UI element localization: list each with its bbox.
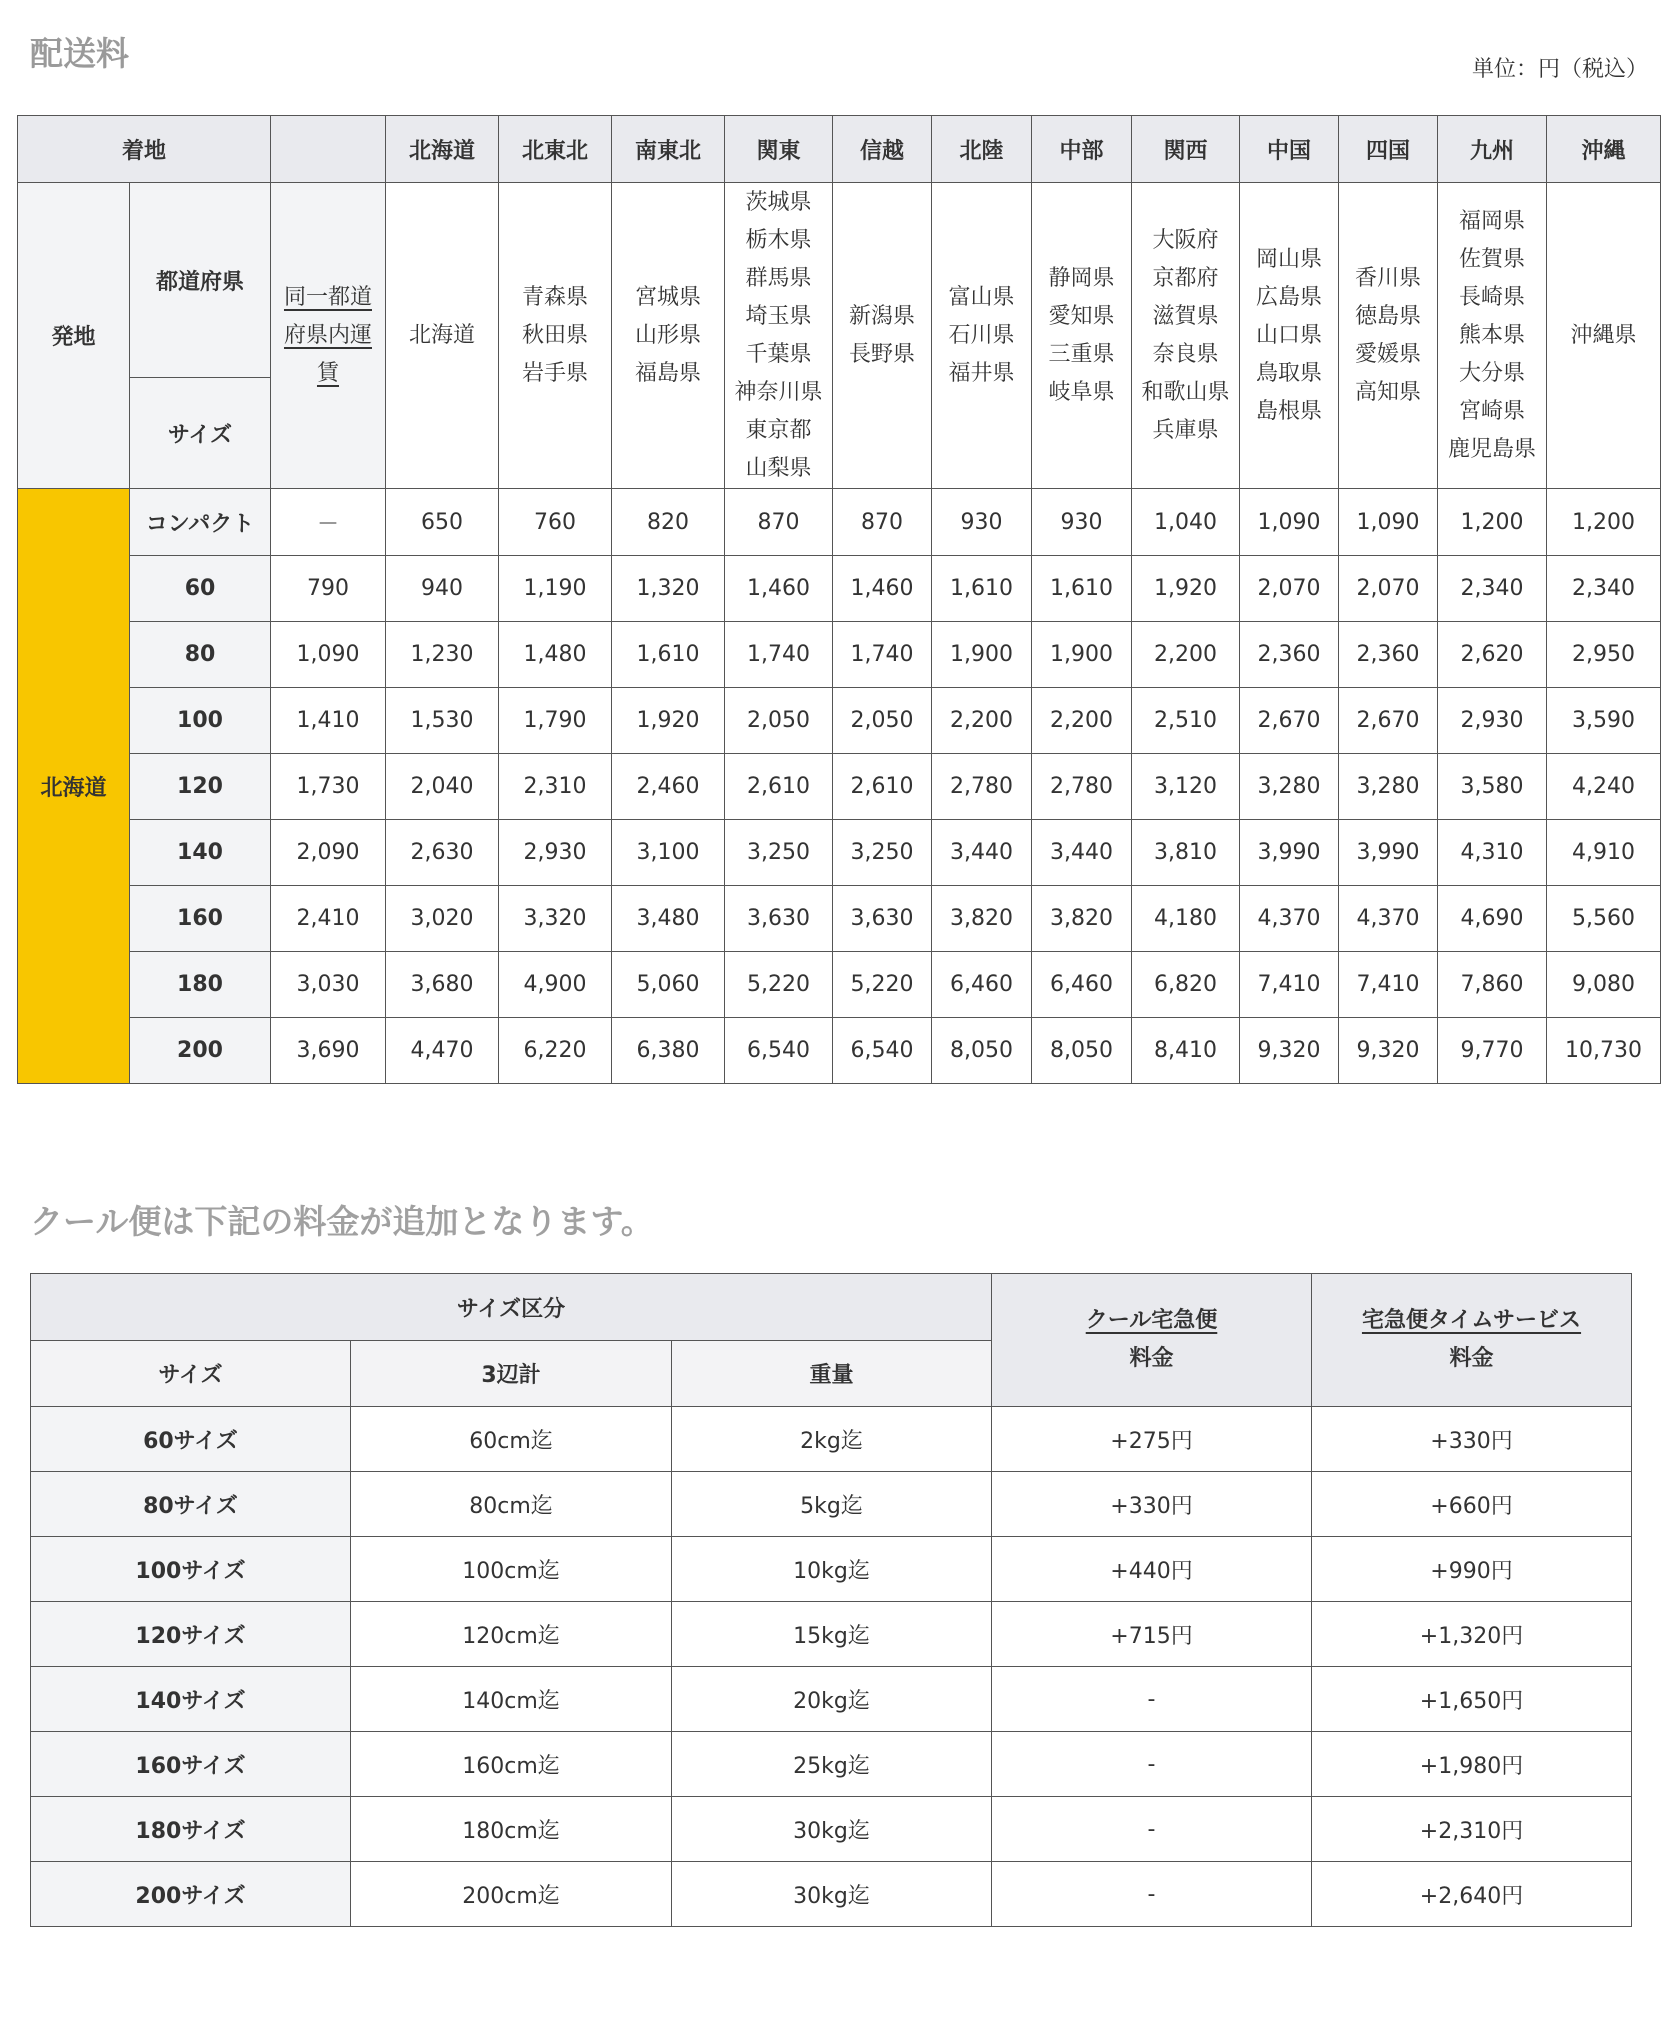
size-group-header: サイズ区分 (31, 1274, 992, 1341)
region-header: 北陸 (932, 116, 1032, 183)
rate-cell: 2,360 (1240, 622, 1339, 688)
rate-cell: 6,460 (932, 952, 1032, 1018)
prefecture-name: 東京都 (745, 417, 812, 443)
size-label: 160 (130, 886, 271, 952)
rate-cell: 4,240 (1547, 754, 1661, 820)
cool-row (31, 1732, 1632, 1797)
rate-cell: 7,410 (1339, 952, 1438, 1018)
cool-size-label: 120サイズ (31, 1602, 351, 1667)
rate-cell: 940 (386, 556, 499, 622)
time-fee-cell: +990円 (1312, 1537, 1632, 1602)
rate-cell: 3,280 (1240, 754, 1339, 820)
same-pref-rate: 2,410 (271, 886, 386, 952)
rate-cell: 9,080 (1547, 952, 1661, 1018)
region-header: 北東北 (499, 116, 612, 183)
cool-dim-cell: 140cm迄 (351, 1667, 672, 1732)
rate-row (18, 622, 1661, 688)
rate-cell: 5,220 (833, 952, 932, 1018)
prefecture-name: 宮城県 (634, 284, 701, 310)
cool-weight-cell: 25kg迄 (672, 1732, 992, 1797)
cool-size-label: 180サイズ (31, 1797, 351, 1862)
prefecture-name: 熊本県 (1458, 322, 1525, 348)
rate-cell: 4,180 (1132, 886, 1240, 952)
time-fee-cell: +330円 (1312, 1407, 1632, 1472)
prefecture-name: 宮崎県 (1458, 398, 1525, 424)
rate-cell: 650 (386, 489, 499, 556)
rate-cell: 1,190 (499, 556, 612, 622)
rate-cell: 1,040 (1132, 489, 1240, 556)
cool-weight-cell: 30kg迄 (672, 1797, 992, 1862)
rate-cell: 2,930 (499, 820, 612, 886)
pref-header: 都道府県 (130, 183, 271, 378)
time-link[interactable]: 宅急便タイムサービス (1361, 1308, 1582, 1333)
rate-cell: 2,930 (1438, 688, 1547, 754)
rate-cell: 3,680 (386, 952, 499, 1018)
region-header: 中国 (1240, 116, 1339, 183)
origin-header: 発地 (18, 183, 130, 489)
rate-cell: 4,910 (1547, 820, 1661, 886)
cool-weight-cell: 2kg迄 (672, 1407, 992, 1472)
same-pref-link[interactable]: 同一都道府県内運賃 (271, 183, 386, 489)
rate-cell: 1,790 (499, 688, 612, 754)
rate-cell: 1,460 (725, 556, 833, 622)
rate-cell: 1,200 (1547, 489, 1661, 556)
same-pref-rate: － (271, 489, 386, 556)
rate-cell: 8,410 (1132, 1018, 1240, 1084)
prefecture-name: 高知県 (1354, 379, 1421, 405)
rate-cell: 5,060 (612, 952, 725, 1018)
cool-weight-cell: 5kg迄 (672, 1472, 992, 1537)
prefecture-name: 埼玉県 (745, 303, 812, 329)
region-prefectures (1132, 183, 1240, 489)
prefecture-name: 三重県 (1048, 341, 1115, 367)
shipping-rate-table (17, 115, 1661, 1084)
rate-cell: 3,320 (499, 886, 612, 952)
rate-cell: 3,100 (612, 820, 725, 886)
region-header: 信越 (833, 116, 932, 183)
rate-cell: 3,990 (1339, 820, 1438, 886)
cool-dim-cell: 180cm迄 (351, 1797, 672, 1862)
region-prefectures (386, 183, 499, 489)
prefecture-name: 沖縄県 (1570, 322, 1637, 348)
rate-cell: 1,320 (612, 556, 725, 622)
cool-dim-cell: 200cm迄 (351, 1862, 672, 1927)
page-title: 配送料 (30, 34, 129, 73)
rate-cell: 1,900 (1032, 622, 1132, 688)
cool-dim-cell: 60cm迄 (351, 1407, 672, 1472)
size-label: 80 (130, 622, 271, 688)
prefecture-name: 山口県 (1255, 322, 1322, 348)
rate-row (18, 489, 1661, 556)
cool-row (31, 1797, 1632, 1862)
cool-size-label: 80サイズ (31, 1472, 351, 1537)
rate-cell: 1,920 (612, 688, 725, 754)
rate-cell: 9,320 (1339, 1018, 1438, 1084)
size-label: 100 (130, 688, 271, 754)
region-prefectures (1339, 183, 1438, 489)
time-fee-cell: +2,640円 (1312, 1862, 1632, 1927)
rate-row (18, 820, 1661, 886)
rate-cell: 3,440 (1032, 820, 1132, 886)
prefecture-name: 福島県 (634, 360, 701, 386)
cool-size-label: 140サイズ (31, 1667, 351, 1732)
prefecture-name: 鹿児島県 (1447, 436, 1536, 462)
region-prefectures (1438, 183, 1547, 489)
same-pref-rate: 2,090 (271, 820, 386, 886)
cool-dim-cell: 160cm迄 (351, 1732, 672, 1797)
size-label: 200 (130, 1018, 271, 1084)
rate-cell: 3,020 (386, 886, 499, 952)
rate-row (18, 688, 1661, 754)
cool-dim-cell: 120cm迄 (351, 1602, 672, 1667)
prefecture-name: 兵庫県 (1152, 417, 1219, 443)
region-prefectures (1032, 183, 1132, 489)
cool-link[interactable]: クール宅急便 (1085, 1308, 1218, 1333)
cool-size-label: 160サイズ (31, 1732, 351, 1797)
rate-cell: 10,730 (1547, 1018, 1661, 1084)
prefecture-name: 滋賀県 (1152, 303, 1219, 329)
rate-cell: 3,250 (725, 820, 833, 886)
same-pref-rate: 790 (271, 556, 386, 622)
rate-cell: 6,380 (612, 1018, 725, 1084)
region-prefectures (612, 183, 725, 489)
cool-row (31, 1537, 1632, 1602)
cool-row (31, 1472, 1632, 1537)
prefecture-name: 和歌山県 (1141, 379, 1230, 405)
prefecture-name: 奈良県 (1152, 341, 1219, 367)
cool-fee-cell: - (992, 1862, 1312, 1927)
prefecture-name: 秋田県 (521, 322, 588, 348)
cool-weight-cell: 30kg迄 (672, 1862, 992, 1927)
rate-cell: 7,410 (1240, 952, 1339, 1018)
size-label: 180 (130, 952, 271, 1018)
rate-cell: 1,740 (725, 622, 833, 688)
region-prefectures (725, 183, 833, 489)
cool-weight-cell: 20kg迄 (672, 1667, 992, 1732)
rate-cell: 4,470 (386, 1018, 499, 1084)
rate-cell: 1,230 (386, 622, 499, 688)
blank-header-cell (271, 116, 386, 183)
rate-row (18, 754, 1661, 820)
time-fee-cell: +660円 (1312, 1472, 1632, 1537)
rate-cell: 3,120 (1132, 754, 1240, 820)
same-pref-rate: 1,090 (271, 622, 386, 688)
region-header: 関西 (1132, 116, 1240, 183)
prefecture-name: 徳島県 (1354, 303, 1421, 329)
rate-cell: 1,920 (1132, 556, 1240, 622)
rate-cell: 1,200 (1438, 489, 1547, 556)
rate-cell: 1,460 (833, 556, 932, 622)
rate-cell: 2,630 (386, 820, 499, 886)
cool-row (31, 1407, 1632, 1472)
cool-fee-cell: +440円 (992, 1537, 1312, 1602)
rate-cell: 820 (612, 489, 725, 556)
size-label: 140 (130, 820, 271, 886)
rate-cell: 3,820 (932, 886, 1032, 952)
rate-row (18, 556, 1661, 622)
prefecture-name: 千葉県 (745, 341, 812, 367)
same-pref-rate: 1,410 (271, 688, 386, 754)
prefecture-name: 栃木県 (745, 227, 812, 253)
prefecture-name: 静岡県 (1048, 265, 1115, 291)
rate-cell: 2,310 (499, 754, 612, 820)
prefecture-name: 長野県 (848, 341, 915, 367)
prefecture-name: 福岡県 (1458, 208, 1525, 234)
rate-cell: 3,250 (833, 820, 932, 886)
prefecture-name: 北海道 (408, 322, 475, 348)
rate-cell: 5,560 (1547, 886, 1661, 952)
rate-cell: 2,950 (1547, 622, 1661, 688)
col-size-header: サイズ (31, 1341, 351, 1407)
prefecture-name: 岐阜県 (1048, 379, 1115, 405)
rate-cell: 870 (833, 489, 932, 556)
rate-cell: 3,590 (1547, 688, 1661, 754)
rate-cell: 9,320 (1240, 1018, 1339, 1084)
rate-cell: 2,040 (386, 754, 499, 820)
rate-cell: 2,670 (1339, 688, 1438, 754)
rate-cell: 7,860 (1438, 952, 1547, 1018)
cool-row (31, 1862, 1632, 1927)
rate-cell: 5,220 (725, 952, 833, 1018)
prefecture-name: 香川県 (1354, 265, 1421, 291)
rate-cell: 760 (499, 489, 612, 556)
region-header: 関東 (725, 116, 833, 183)
rate-row (18, 886, 1661, 952)
rate-row (18, 952, 1661, 1018)
rate-cell: 2,340 (1438, 556, 1547, 622)
rate-cell: 4,310 (1438, 820, 1547, 886)
prefecture-name: 山形県 (634, 322, 701, 348)
prefecture-name: 新潟県 (848, 303, 915, 329)
region-header: 四国 (1339, 116, 1438, 183)
size-label: 120 (130, 754, 271, 820)
rate-cell: 6,540 (833, 1018, 932, 1084)
rate-cell: 930 (932, 489, 1032, 556)
rate-cell: 3,630 (833, 886, 932, 952)
cool-fee-cell: +330円 (992, 1472, 1312, 1537)
origin-region: 北海道 (18, 489, 130, 1084)
prefecture-name: 岡山県 (1255, 246, 1322, 272)
rate-cell: 3,990 (1240, 820, 1339, 886)
prefecture-name: 富山県 (948, 284, 1015, 310)
region-header: 北海道 (386, 116, 499, 183)
prefecture-name: 岩手県 (521, 360, 588, 386)
rate-cell: 3,630 (725, 886, 833, 952)
cool-header (992, 1274, 1312, 1407)
cool-fee-cell: - (992, 1797, 1312, 1862)
rate-cell: 1,900 (932, 622, 1032, 688)
time-sub: 料金 (1449, 1346, 1494, 1371)
rate-cell: 6,460 (1032, 952, 1132, 1018)
region-header: 九州 (1438, 116, 1547, 183)
time-fee-cell: +1,980円 (1312, 1732, 1632, 1797)
prefecture-name: 神奈川県 (734, 379, 823, 405)
cool-dim-cell: 80cm迄 (351, 1472, 672, 1537)
rate-cell: 3,280 (1339, 754, 1438, 820)
rate-cell: 4,370 (1240, 886, 1339, 952)
rate-cell: 2,460 (612, 754, 725, 820)
prefecture-name: 愛媛県 (1354, 341, 1421, 367)
time-fee-cell: +1,650円 (1312, 1667, 1632, 1732)
prefecture-name: 福井県 (948, 360, 1015, 386)
cool-surcharge-table (30, 1273, 1632, 1927)
rate-cell: 2,200 (1132, 622, 1240, 688)
region-prefectures (1547, 183, 1661, 489)
prefecture-name: 広島県 (1255, 284, 1322, 310)
rate-cell: 2,070 (1339, 556, 1438, 622)
region-header: 中部 (1032, 116, 1132, 183)
rate-cell: 1,610 (1032, 556, 1132, 622)
rate-cell: 9,770 (1438, 1018, 1547, 1084)
rate-cell: 2,050 (833, 688, 932, 754)
cool-size-label: 100サイズ (31, 1537, 351, 1602)
rate-cell: 2,510 (1132, 688, 1240, 754)
region-prefectures (932, 183, 1032, 489)
unit-note: 単位：円（税込） (1471, 57, 1648, 82)
rate-cell: 1,090 (1339, 489, 1438, 556)
rate-cell: 3,440 (932, 820, 1032, 886)
cool-row (31, 1667, 1632, 1732)
cool-fee-cell: +715円 (992, 1602, 1312, 1667)
rate-cell: 4,370 (1339, 886, 1438, 952)
prefecture-name: 島根県 (1255, 398, 1322, 424)
cool-dim-cell: 100cm迄 (351, 1537, 672, 1602)
prefecture-name: 茨城県 (745, 189, 812, 215)
prefecture-name: 山梨県 (745, 455, 812, 481)
rate-cell: 1,480 (499, 622, 612, 688)
region-prefectures (499, 183, 612, 489)
rate-cell: 2,070 (1240, 556, 1339, 622)
rate-cell: 2,610 (725, 754, 833, 820)
rate-cell: 3,820 (1032, 886, 1132, 952)
prefecture-name: 京都府 (1152, 265, 1219, 291)
rate-cell: 6,540 (725, 1018, 833, 1084)
prefecture-name: 大分県 (1458, 360, 1525, 386)
rate-cell: 3,810 (1132, 820, 1240, 886)
prefecture-name: 愛知県 (1048, 303, 1115, 329)
prefecture-name: 大阪府 (1152, 227, 1219, 253)
same-pref-rate: 3,030 (271, 952, 386, 1018)
dest-header: 着地 (18, 116, 271, 183)
cool-fee-cell: - (992, 1667, 1312, 1732)
region-prefectures (833, 183, 932, 489)
rate-cell: 2,780 (1032, 754, 1132, 820)
same-pref-rate: 3,690 (271, 1018, 386, 1084)
rate-cell: 2,360 (1339, 622, 1438, 688)
prefecture-name: 長崎県 (1458, 284, 1525, 310)
rate-cell: 870 (725, 489, 833, 556)
time-header (1312, 1274, 1632, 1407)
cool-size-label: 200サイズ (31, 1862, 351, 1927)
rate-cell: 6,820 (1132, 952, 1240, 1018)
size-header: サイズ (130, 378, 271, 489)
time-fee-cell: +1,320円 (1312, 1602, 1632, 1667)
rate-cell: 4,690 (1438, 886, 1547, 952)
rate-cell: 1,090 (1240, 489, 1339, 556)
prefecture-name: 石川県 (948, 322, 1015, 348)
prefecture-name: 青森県 (521, 284, 588, 310)
rate-cell: 4,900 (499, 952, 612, 1018)
cool-size-label: 60サイズ (31, 1407, 351, 1472)
prefecture-name: 佐賀県 (1458, 246, 1525, 272)
size-label: 60 (130, 556, 271, 622)
rate-cell: 930 (1032, 489, 1132, 556)
rate-cell: 1,610 (932, 556, 1032, 622)
size-label: コンパクト (130, 489, 271, 556)
rate-cell: 8,050 (932, 1018, 1032, 1084)
rate-cell: 2,670 (1240, 688, 1339, 754)
region-header: 南東北 (612, 116, 725, 183)
rate-cell: 3,480 (612, 886, 725, 952)
prefecture-name: 群馬県 (745, 265, 812, 291)
rate-cell: 1,610 (612, 622, 725, 688)
cool-weight-cell: 10kg迄 (672, 1537, 992, 1602)
cool-title: クール便は下記の料金が追加となります。 (30, 1202, 654, 1241)
rate-cell: 2,610 (833, 754, 932, 820)
rate-cell: 2,200 (1032, 688, 1132, 754)
col-weight-header: 重量 (672, 1341, 992, 1407)
rate-cell: 2,050 (725, 688, 833, 754)
rate-cell: 2,340 (1547, 556, 1661, 622)
rate-cell: 3,580 (1438, 754, 1547, 820)
region-prefectures (1240, 183, 1339, 489)
rate-cell: 2,620 (1438, 622, 1547, 688)
rate-cell: 2,780 (932, 754, 1032, 820)
time-fee-cell: +2,310円 (1312, 1797, 1632, 1862)
rate-cell: 2,200 (932, 688, 1032, 754)
rate-cell: 6,220 (499, 1018, 612, 1084)
cool-weight-cell: 15kg迄 (672, 1602, 992, 1667)
rate-row (18, 1018, 1661, 1084)
cool-fee-cell: - (992, 1732, 1312, 1797)
rate-cell: 1,530 (386, 688, 499, 754)
cool-sub: 料金 (1129, 1346, 1174, 1371)
cool-row (31, 1602, 1632, 1667)
rate-cell: 8,050 (1032, 1018, 1132, 1084)
same-pref-rate: 1,730 (271, 754, 386, 820)
region-header: 沖縄 (1547, 116, 1661, 183)
prefecture-name: 鳥取県 (1255, 360, 1322, 386)
col-dim-header: 3辺計 (351, 1341, 672, 1407)
cool-fee-cell: +275円 (992, 1407, 1312, 1472)
rate-cell: 1,740 (833, 622, 932, 688)
